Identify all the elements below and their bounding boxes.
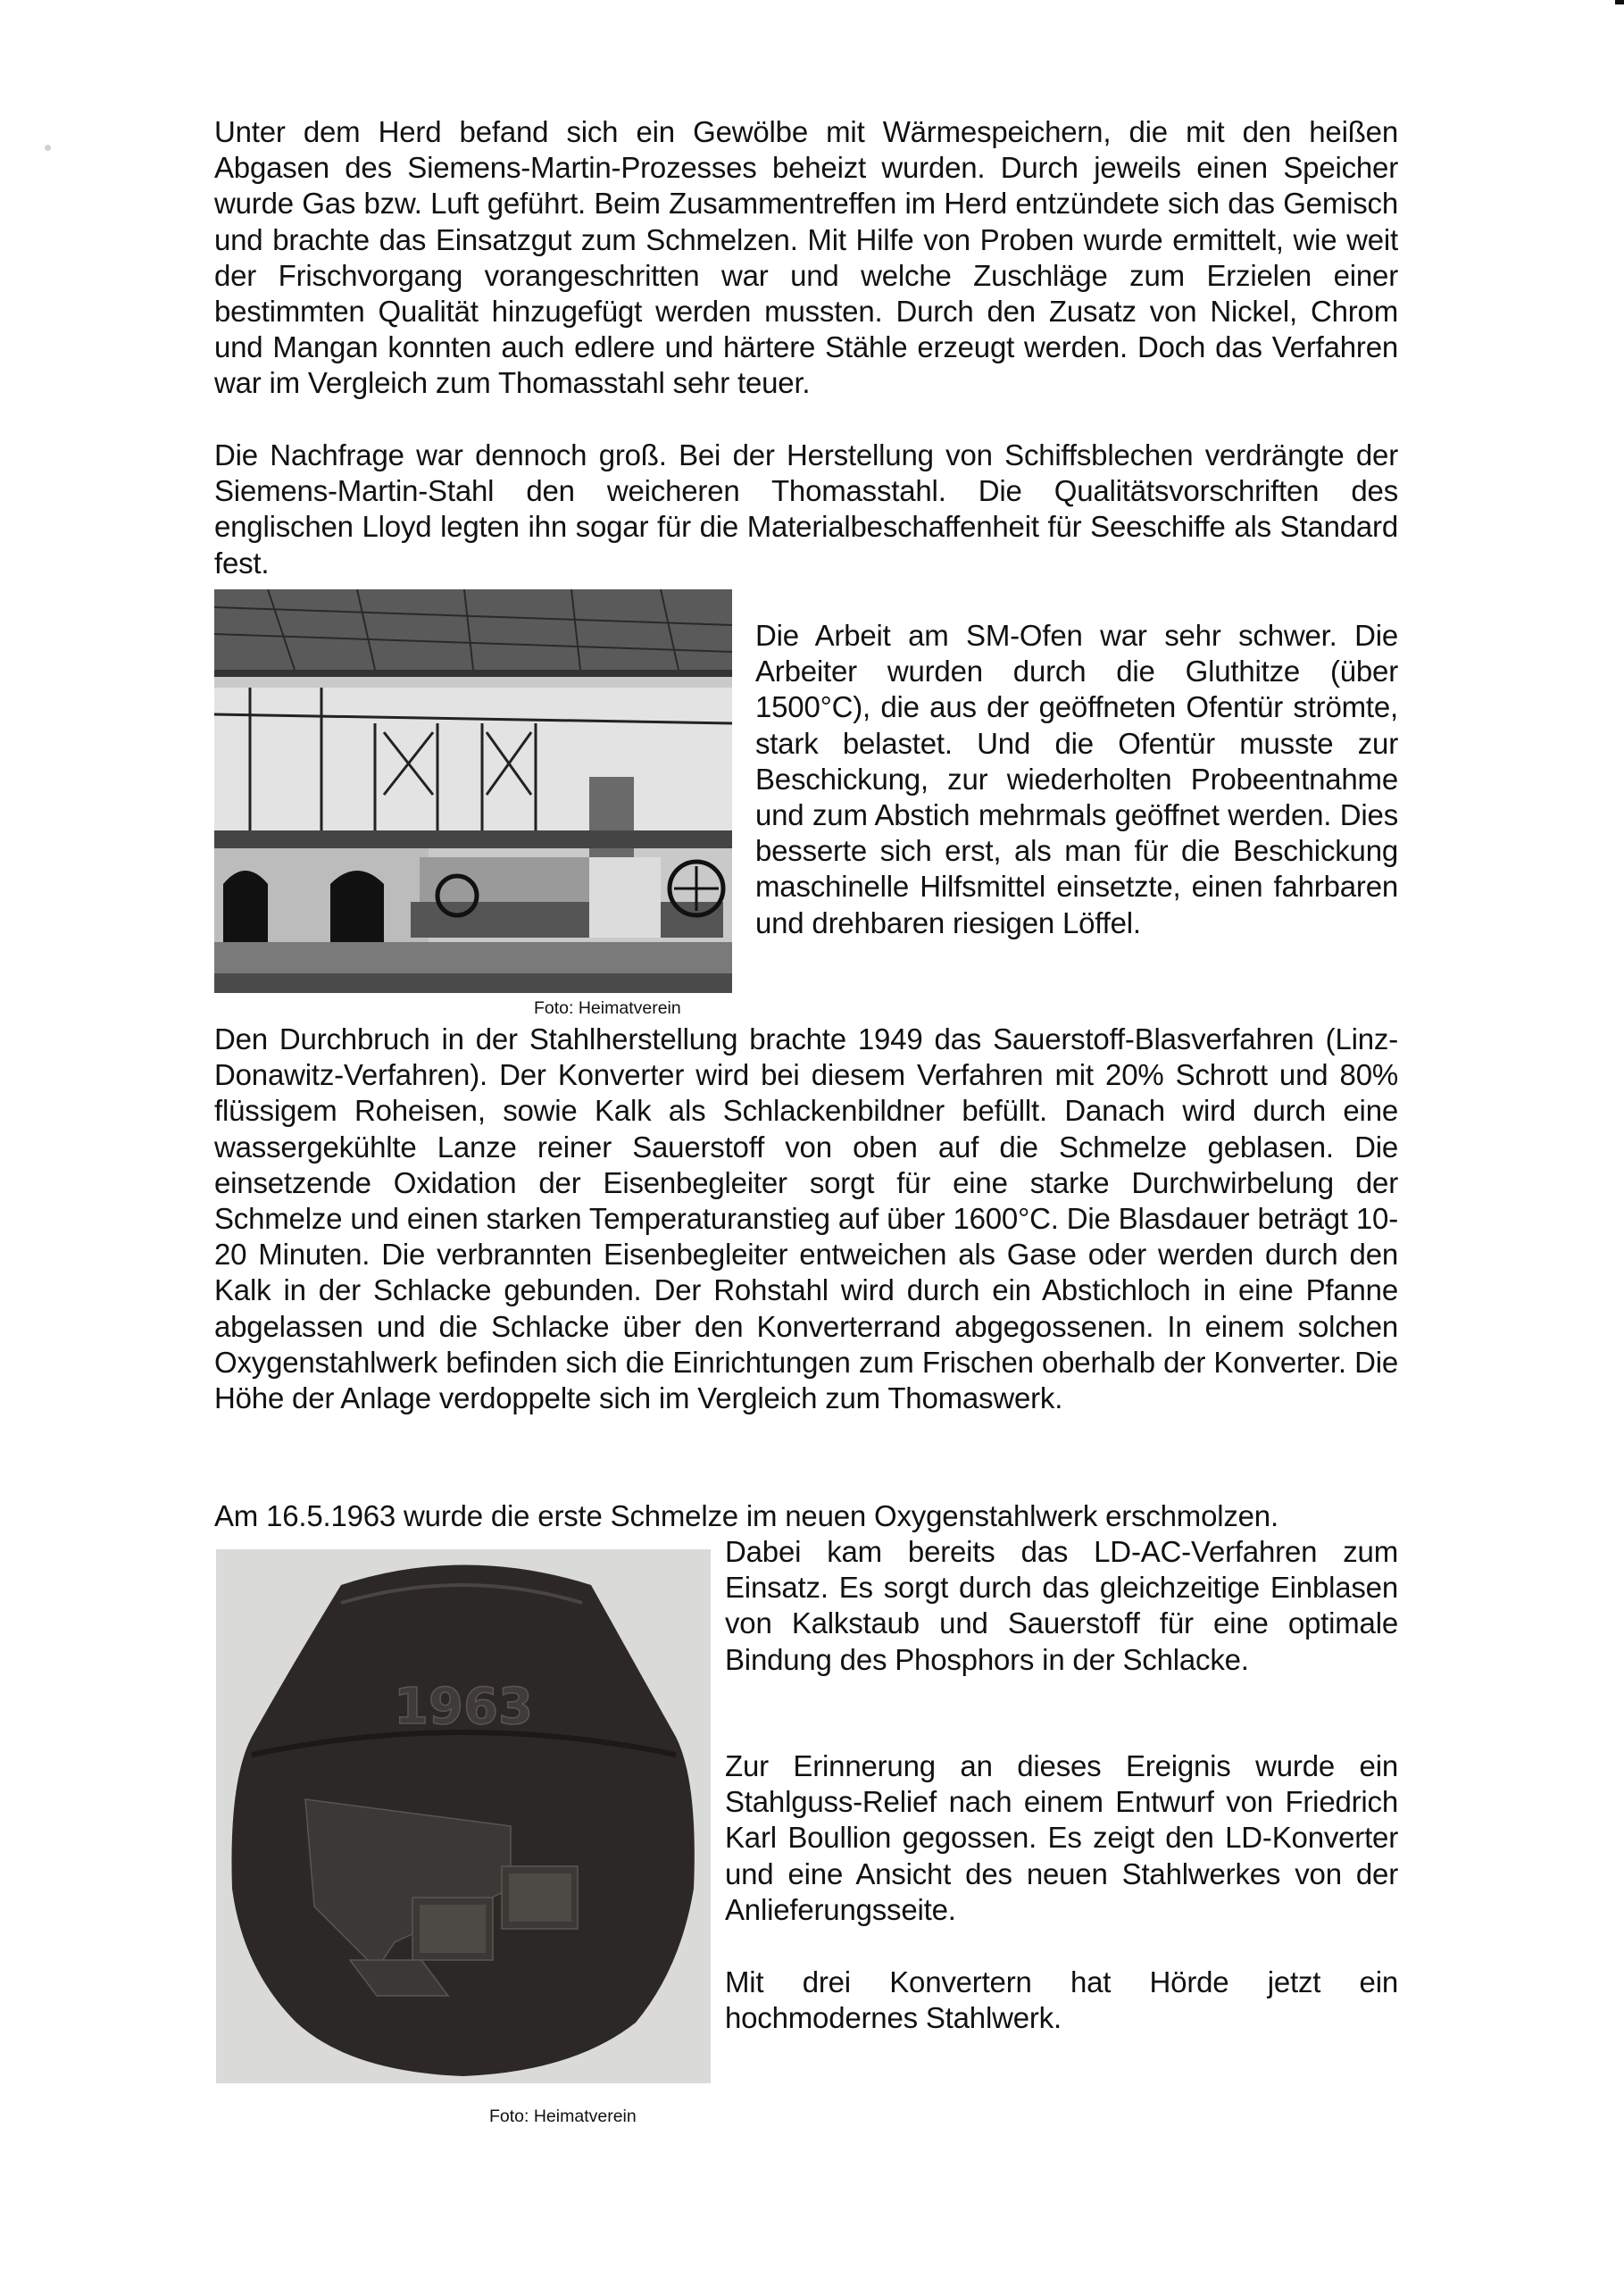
furnace-photo-caption: Foto: Heimatverein <box>534 998 681 1018</box>
steel-relief-image <box>216 1549 711 2083</box>
steel-relief-photo <box>216 1549 711 2083</box>
paragraph-closing: Mit drei Konvertern hat Hörde jetzt ein hochmodernes Stahlwerk. <box>725 1965 1398 2035</box>
paragraph-first-melt: Am 16.5.1963 wurde die erste Schmelze im neuen Oxygenstahlwerk erschmolzen. <box>214 1499 1278 1532</box>
scan-dust-speck <box>45 145 51 151</box>
paragraph-breakthrough: Den Durchbruch in der Stahlherstellung brachte 1949 das Sauerstoff-Blasverfahren (Linz-Donawitz-Verfahren). Der Konverter wird bei diesem Verfahren mit 20% Schrott und 80% flüssigem Roheisen, sowie Kalk als Schlackenbildner befüllt. Danach wird durch eine wassergekühlte Lanze reiner Sauerstoff von oben auf die Schmelze geblasen. Die einsetzende Oxidation der Eisenbegleiter sorgt für eine starke Durchwirbelung der Schmelze und einen starken Temperaturanstieg auf über 1600°C. Die Blasdauer beträgt 10-20 Minuten. Die verbrannten Eisenbegleiter entweichen als Gase oder werden durch den Kalk in der Schlacke gebunden. Der Rohstahl wird durch ein Abstichloch in eine Pfanne abgelassen und die Schlacke über den Konverterrand abgegossenen. In einem solchen Oxygenstahlwerk befinden sich die Einrichtungen zum Frischen oberhalb der Konverter. Die Höhe der Anlage verdoppelte sich im Vergleich zum Thomaswerk. <box>214 1022 1398 1415</box>
paragraph-relief: Zur Erinnerung an dieses Ereignis wurde ein Stahlguss-Relief nach einem Entwurf von Friedrich Karl Boullion gegossen. Es zeigt den LD-Konverter und eine Ansicht des neuen Stahlwerkes von der Anlieferungsseite. <box>725 1749 1398 1926</box>
paragraph-work: Die Arbeit am SM-Ofen war sehr schwer. Die Arbeiter wurden durch die Gluthitze (über 1500°C), die aus der geöffneten Ofentür strömte, stark belastet. Und die Ofentür musste zur Beschickung, zur wiederholten Probeentnahme und zum Abstich mehrmals geöffnet werden. Dies besserte sich erst, als man für die Beschickung maschinelle Hilfsmittel einsetzte, einen fahrbaren und drehbaren riesigen Löffel. <box>755 619 1398 939</box>
furnace-hall-photo <box>214 589 732 993</box>
paragraph-ld-ac: Dabei kam bereits das LD-AC-Verfahren zum Einsatz. Es sorgt durch das gleichzeitige Einblasen von Kalkstaub und Sauerstoff für eine optimale Bindung des Phosphors in der Schlacke. <box>725 1535 1398 1676</box>
relief-year-text: 1963 <box>394 1678 533 1736</box>
furnace-hall-image <box>214 589 732 993</box>
paragraph-demand: Die Nachfrage war dennoch groß. Bei der Herstellung von Schiffsblechen verdrängte der Siemens-Martin-Stahl den weicheren Thomasstahl. Die Qualitätsvorschriften des englischen Lloyd legten ihn sogar für die Materialbeschaffenheit für Seeschiffe als Standard fest. <box>214 438 1398 580</box>
scan-corner-mark <box>1615 0 1624 4</box>
paragraph-intro: Unter dem Herd befand sich ein Gewölbe mit Wärmespeichern, die mit den heißen Abgasen des Siemens-Martin-Prozesses beheizt wurden. Durch jeweils einen Speicher wurde Gas bzw. Luft geführt. Beim Zusammentreffen im Herd entzündete sich das Gemisch und brachte das Einsatzgut zum Schmelzen. Mit Hilfe von Proben wurde ermittelt, wie weit der Frischvorgang vorangeschritten war und welche Zuschläge zum Erzielen einer bestimmten Qualität hinzugefügt werden mussten. Durch den Zusatz von Nickel, Chrom und Mangan konnten auch edlere und härtere Stähle erzeugt werden. Doch das Verfahren war im Vergleich zum Thomasstahl sehr teuer. <box>214 115 1398 400</box>
relief-photo-caption: Foto: Heimatverein <box>489 2107 637 2126</box>
